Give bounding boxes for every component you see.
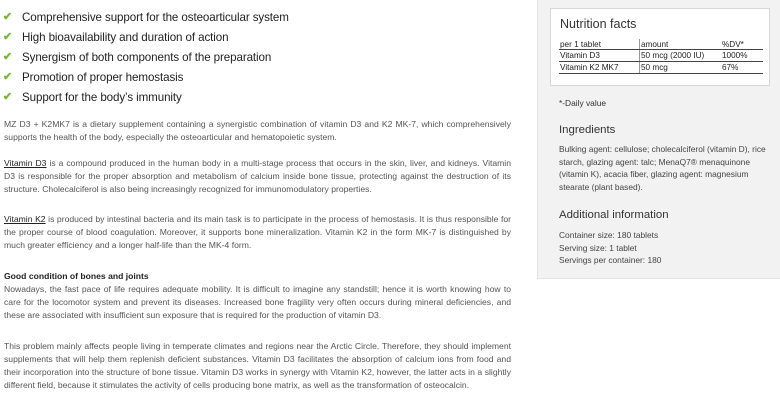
table-cell: 50 mcg — [640, 62, 722, 74]
vitamin-d3-term: Vitamin D3 — [4, 158, 47, 168]
table-cell: 1000% — [721, 50, 763, 62]
vitamin-k2-term: Vitamin K2 — [4, 214, 46, 224]
additional-info-line: Serving size: 1 tablet — [559, 242, 637, 253]
benefit-item — [3, 87, 289, 107]
check-icon: ✔ — [3, 51, 13, 63]
check-icon: ✔ — [3, 31, 13, 43]
column-header: %DV* — [721, 39, 763, 50]
benefit-item — [3, 27, 289, 47]
bones-heading: Good condition of bones and joints — [4, 271, 149, 281]
ingredients-heading: Ingredients — [559, 124, 616, 136]
check-icon: ✔ — [3, 71, 13, 83]
benefit-item — [3, 67, 289, 87]
additional-info-line: Container size: 180 tablets — [559, 230, 659, 240]
vitamin-k2-text: is produced by intestinal bacteria and its main task is to participate in the process of hemostasis. It is thus responsible for the proper course of blood coagulation. Moreover, it supports bone mineralization. Vitamin K2 in the form MK-7 is distinguished by much greater efficiency and a longer half-life than the MK-4 form. — [4, 214, 511, 251]
additional-info-heading: Additional information — [559, 209, 669, 221]
table-header-row — [559, 39, 763, 50]
check-icon: ✔ — [3, 91, 13, 103]
column-header: per 1 tablet — [559, 39, 640, 50]
vitamin-d3-text: is a compound produced in the human body in a multi-stage process that occurs in the skin, liver, and kidneys. Vitamin D3 is responsible for the proper absorption and metabolism of calcium inside bone tissue, protecting against the destruction of its structure. Cholecalciferol is also being increasingly recognized for immunomodulatory properties. — [4, 158, 512, 195]
bones-text: Nowadays, the fast pace of life requires adequate mobility. It is difficult to imagine any standstill; hence it is worth knowing how to care for the locomotor system and prevent its diseases. Increased bone fragility very often occurs during mineral deficiencies, and these are associated with insufficient sun exposure that is required for the production of vitamin D3. — [4, 284, 511, 321]
vitamin-k2-paragraph — [4, 213, 511, 252]
ingredients-text: Bulking agent: cellulose; cholecalciferol (vitamin D), rice starch, glazing agent: talc; MenaQ7® menaquinone (vitamin K), acacia fiber, glazing agent: magnesium stearate (plant based). — [559, 144, 766, 192]
intro-paragraph: MZ D3 + K2MK7 is a dietary supplement containing a synergistic combination of vitamin D3 and K2 MK-7, which comprehensively supports the health of the body, especially the osteoarticular and hematopoietic system. — [4, 119, 511, 143]
table-cell: Vitamin D3 — [559, 50, 640, 62]
benefit-label: Promotion of proper hemostasis — [22, 70, 184, 84]
benefits-list — [3, 7, 289, 107]
check-icon: ✔ — [3, 11, 13, 23]
nutrition-title: Nutrition facts — [560, 17, 637, 31]
nutrition-table — [559, 39, 763, 74]
nutrition-facts-box — [550, 8, 770, 86]
benefit-label: Synergism of both components of the preparation — [22, 50, 272, 64]
benefit-label: High bioavailability and duration of action — [22, 30, 229, 44]
table-cell: 50 mcg (2000 IU) — [640, 50, 722, 62]
problem-paragraph: This problem mainly affects people living in temperate climates and regions near the Arctic Circle. Therefore, they should implement supplements that will help them replenish deficient substances. Vitamin D3 facilitates the absorption of calcium ions from food and their incorporation into the structure of bone tissue. Vitamin D3 works in synergy with Vitamin K2, however, the latter acts in a slightly different field, because it stimulates the activity of cells producing bone matrix, as well as the transformation of osteocalcin. — [4, 341, 511, 391]
product-info-panel — [537, 0, 780, 279]
table-cell: Vitamin K2 MK7 — [559, 62, 640, 74]
bones-paragraph — [4, 270, 511, 322]
additional-info-line: Servings per container: 180 — [559, 255, 662, 266]
benefit-item — [3, 7, 289, 27]
benefit-label: Support for the body’s immunity — [22, 90, 182, 104]
benefit-item — [3, 47, 289, 67]
table-row — [559, 62, 763, 74]
benefit-label: Comprehensive support for the osteoarticular system — [22, 10, 289, 24]
daily-value-note: *-Daily value — [559, 98, 607, 108]
vitamin-d3-paragraph — [4, 157, 511, 196]
column-header: amount — [640, 39, 722, 50]
table-cell: 67% — [721, 62, 763, 74]
table-row — [559, 50, 763, 62]
additional-info-list — [559, 229, 769, 267]
